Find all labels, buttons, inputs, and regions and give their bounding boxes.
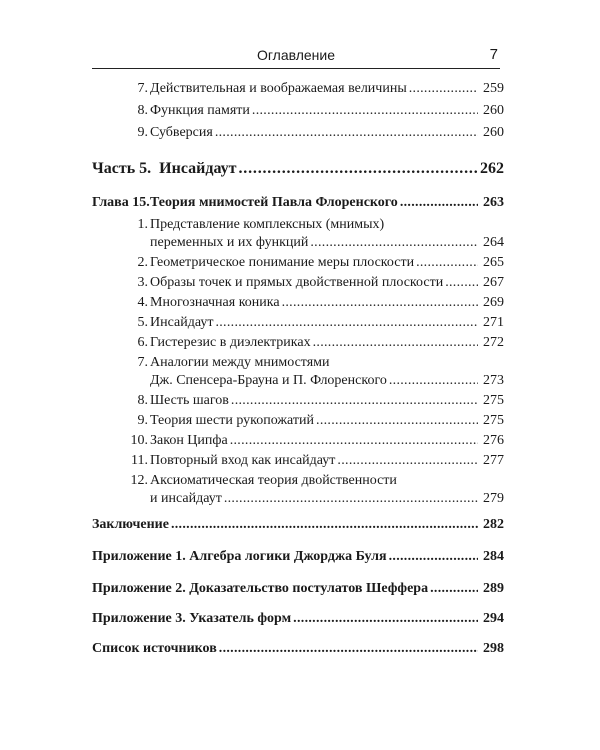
toc-entry-title: Шесть шагов: [150, 393, 229, 408]
leader-dots: [171, 516, 478, 534]
toc-chapter-title: Теория мнимостей Павла Флоренского: [150, 195, 398, 210]
toc-entry[interactable]: [137, 102, 504, 120]
toc-entry[interactable]: [137, 354, 504, 390]
toc-entry-number: 9.: [137, 413, 148, 428]
toc-entry-title: Приложение 1. Алгебра логики Джорджа Буля: [92, 549, 387, 564]
leader-dots: [224, 490, 478, 508]
toc-entry-number: 4.: [137, 295, 148, 310]
toc-conclusion[interactable]: [92, 516, 504, 534]
leader-dots: [400, 194, 478, 212]
toc-entry[interactable]: [137, 124, 504, 142]
toc-part-5[interactable]: [92, 160, 504, 178]
running-header-title: Оглавление: [256, 47, 336, 63]
leader-dots: [215, 314, 478, 332]
running-header-page-number: 7: [489, 46, 498, 63]
toc-entry[interactable]: [137, 294, 504, 312]
toc-entry-title: Список источников: [92, 641, 217, 656]
toc-entry-page: 276: [483, 433, 504, 448]
toc-entry-title: переменных и их функций: [150, 235, 309, 250]
toc-entry[interactable]: [137, 80, 504, 98]
toc-entry[interactable]: [130, 432, 504, 450]
leader-dots: [310, 234, 478, 252]
toc-entry-page: 275: [483, 413, 504, 428]
toc-entry[interactable]: [137, 216, 504, 252]
toc-entry-title: Многозначная коника: [150, 295, 280, 310]
toc-entry-number: 10.: [130, 433, 148, 448]
toc-entry-page: 269: [483, 295, 504, 310]
toc-bibliography[interactable]: [92, 640, 504, 658]
leader-dots: [293, 610, 478, 628]
toc-entry-number: 1.: [137, 217, 148, 232]
toc-entry-title: Инсайдаут: [150, 315, 214, 330]
toc-entry-title: Закон Ципфа: [150, 433, 228, 448]
toc-entry-number: 6.: [137, 335, 148, 350]
toc-entry[interactable]: [137, 392, 504, 410]
leader-dots: [230, 432, 478, 450]
toc-appendix-2[interactable]: [92, 580, 504, 598]
toc-entry-title: Образы точек и прямых двойственной плоскости: [150, 275, 444, 290]
toc-chapter-label: Глава 15.: [92, 195, 150, 210]
toc-entry-page: 260: [483, 125, 504, 140]
toc-entry[interactable]: [137, 254, 504, 272]
toc-appendix-3[interactable]: [92, 610, 504, 628]
leader-dots: [239, 160, 479, 178]
toc-entry-number: 5.: [137, 315, 148, 330]
toc-appendix-1[interactable]: [92, 548, 504, 566]
leader-dots: [337, 452, 478, 470]
leader-dots: [252, 102, 478, 120]
toc-entry-number: 7.: [137, 355, 148, 370]
leader-dots: [416, 254, 478, 272]
toc-entry-page: 284: [483, 549, 504, 564]
toc-entry-title: Геометрическое понимание меры плоскости: [150, 255, 415, 270]
toc-chapter-page: 263: [483, 195, 504, 210]
toc-entry-page: 298: [483, 641, 504, 656]
toc-entry-page: 275: [483, 393, 504, 408]
toc-entry[interactable]: [137, 334, 504, 352]
toc-entry[interactable]: [137, 314, 504, 332]
toc-entry-title: Дж. Спенсера-Брауна и П. Флоренского: [150, 373, 387, 388]
toc-entry-number: 8.: [137, 393, 148, 408]
toc-entry-title: Функция памяти: [150, 103, 250, 118]
toc-entry[interactable]: [131, 452, 504, 470]
leader-dots: [445, 274, 478, 292]
toc-entry-title: Субверсия: [150, 125, 213, 140]
toc-entry[interactable]: [137, 412, 504, 430]
leader-dots: [409, 80, 478, 98]
toc-entry-number: 11.: [131, 453, 148, 468]
toc-entry[interactable]: [130, 472, 504, 508]
toc-part-page: 262: [480, 160, 504, 177]
toc-entry-page: 265: [483, 255, 504, 270]
toc-entry-title-line1: Представление комплексных (мнимых): [150, 217, 385, 232]
toc-chapter-15[interactable]: [92, 194, 504, 212]
toc-entry[interactable]: [137, 274, 504, 292]
leader-dots: [282, 294, 478, 312]
toc-entry-page: 273: [483, 373, 504, 388]
toc-entry-page: 272: [483, 335, 504, 350]
toc-entry-page: 282: [483, 517, 504, 532]
toc-entry-number: 9.: [137, 125, 148, 140]
toc-entry-page: 277: [483, 453, 504, 468]
toc-entry-title: Действительная и воображаемая величины: [150, 81, 407, 96]
leader-dots: [231, 392, 478, 410]
leader-dots: [316, 412, 478, 430]
toc-entry-page: 294: [483, 611, 504, 626]
leader-dots: [389, 548, 478, 566]
toc-entry-title: Гистерезис в диэлектриках: [150, 335, 311, 350]
leader-dots: [430, 580, 478, 598]
toc-entry-title: Заключение: [92, 517, 169, 532]
toc-entry-number: 8.: [137, 103, 148, 118]
toc-entry-title: Повторный вход как инсайдаут: [150, 453, 336, 468]
toc-entry-page: 264: [483, 235, 504, 250]
toc-entry-number: 12.: [130, 473, 148, 488]
toc-entry-number: 2.: [137, 255, 148, 270]
toc-entry-page: 259: [483, 81, 504, 96]
toc-part-title: Инсайдаут: [159, 160, 237, 177]
toc-entry-page: 279: [483, 491, 504, 506]
toc-entry-page: 289: [483, 581, 504, 596]
toc-entry-title: Приложение 2. Доказательство постулатов Шеффера: [92, 581, 429, 596]
toc-entry-page: 267: [483, 275, 504, 290]
leader-dots: [215, 124, 478, 142]
toc-entry-title: и инсайдаут: [150, 491, 222, 506]
toc-entry-title-line1: Аксиоматическая теория двойственности: [150, 473, 397, 488]
leader-dots: [389, 372, 478, 390]
leader-dots: [219, 640, 478, 658]
toc-entry-title: Приложение 3. Указатель форм: [92, 611, 292, 626]
toc-part-label: Часть 5.: [92, 160, 152, 177]
toc-entry-page: 260: [483, 103, 504, 118]
toc-entry-page: 271: [483, 315, 504, 330]
toc-entry-number: 7.: [137, 81, 148, 96]
toc-entry-number: 3.: [137, 275, 148, 290]
toc-entry-title-line1: Аналогии между мнимостями: [150, 355, 330, 370]
toc-entry-title: Теория шести рукопожатий: [150, 413, 315, 428]
leader-dots: [313, 334, 478, 352]
